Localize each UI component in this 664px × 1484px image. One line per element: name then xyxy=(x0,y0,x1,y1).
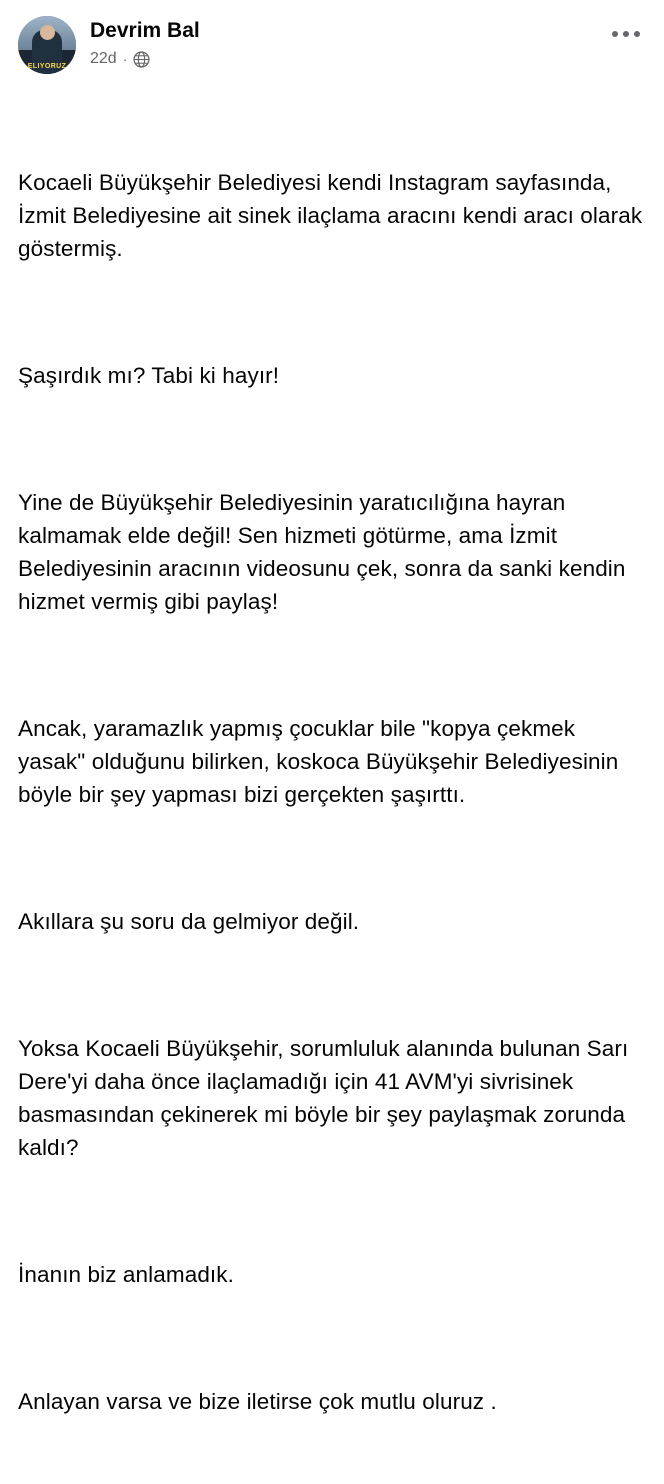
avatar-banner-text: ELİYORUZ xyxy=(27,63,67,70)
post-options-button[interactable] xyxy=(608,22,644,46)
ellipsis-icon xyxy=(634,31,640,37)
post-body xyxy=(18,100,649,1484)
avatar[interactable] xyxy=(18,16,76,74)
author-name[interactable]: Devrim Bal xyxy=(90,19,200,42)
post-paragraph: Şaşırdık mı? Tabi ki hayır! xyxy=(18,363,280,388)
post-paragraph: Anlayan varsa ve bize iletirse çok mutlu oluruz . xyxy=(18,1389,497,1414)
ellipsis-icon xyxy=(612,31,618,37)
globe-icon[interactable] xyxy=(133,51,150,68)
post-paragraph: İnanın biz anlamadık. xyxy=(18,1262,234,1287)
post-paragraph: Yine de Büyükşehir Belediyesinin yaratıcılığına hayran kalmamak elde değil! Sen hizmeti götürme, ama İzmit Belediyesinin aracının videosunu çek, sonra da sanki kendin hizmet vermiş gibi paylaş! xyxy=(18,490,632,614)
post-meta xyxy=(90,49,646,69)
post-paragraph: Ancak, yaramazlık yapmış çocuklar bile "kopya çekmek yasak" olduğunu bilirken, koskoca Büyükşehir Belediyesinin böyle bir şey yapması bizi gerçekten şaşırttı. xyxy=(18,716,625,807)
avatar-person-head xyxy=(40,25,55,40)
post-paragraph: Kocaeli Büyükşehir Belediyesi kendi Instagram sayfasında, İzmit Belediyesine ait sinek ilaçlama aracını kendi aracı olarak göstermiş. xyxy=(18,170,649,261)
post-header-text xyxy=(90,14,646,69)
ellipsis-icon xyxy=(623,31,629,37)
post-timestamp[interactable]: 22d xyxy=(90,50,117,67)
post-paragraph: Akıllara şu soru da gelmiyor değil. xyxy=(18,909,360,934)
post-paragraph: Yoksa Kocaeli Büyükşehir, sorumluluk alanında bulunan Sarı Dere'yi daha önce ilaçlamadığı için 41 AVM'yi sivrisinek basmasından çekinerek mi böyle bir şey paylaşmak zorunda kaldı? xyxy=(18,1036,635,1160)
post-header xyxy=(18,14,646,78)
meta-separator: · xyxy=(122,51,128,67)
